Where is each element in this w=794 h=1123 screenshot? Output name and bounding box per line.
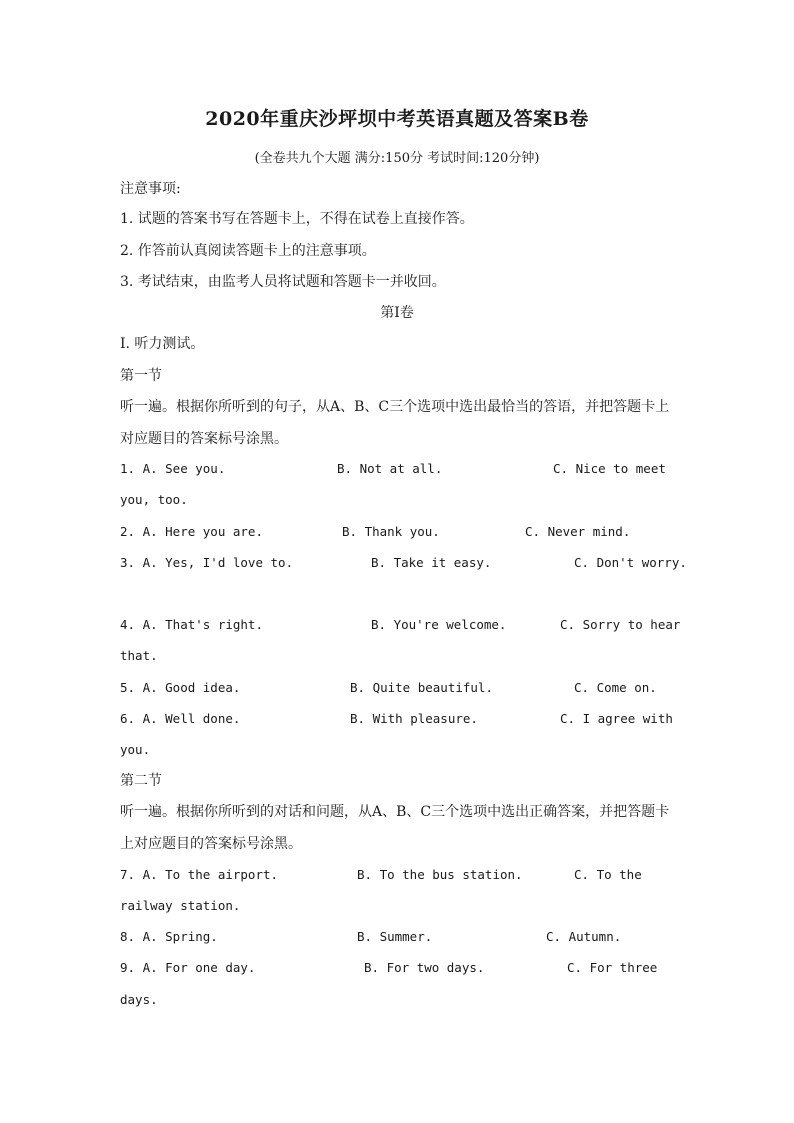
option-c: C. Nice to meet	[553, 461, 666, 476]
option-continuation: railway station.	[120, 898, 241, 913]
option-a: 7. A. To the airport.	[120, 867, 279, 882]
part-heading: I. 听力测试。	[120, 336, 205, 352]
note-item: 2. 作答前认真阅读答题卡上的注意事项。	[120, 243, 376, 259]
option-continuation: you.	[120, 742, 151, 757]
option-c: C. Sorry to hear	[560, 617, 681, 632]
note-item: 1. 试题的答案书写在答题卡上，不得在试卷上直接作答。	[120, 211, 474, 227]
volume-heading: 第Ⅰ卷	[380, 305, 414, 321]
option-a: 5. A. Good idea.	[120, 680, 241, 695]
option-a: 9. A. For one day.	[120, 960, 256, 975]
option-b: B. To the bus station.	[357, 867, 523, 882]
section-instruction: 听一遍。根据你所听到的对话和问题，从A、B、C三个选项中选出正确答案，并把答题卡	[120, 804, 670, 820]
section-instruction: 上对应题目的答案标号涂黑。	[120, 836, 302, 852]
section-instruction: 对应题目的答案标号涂黑。	[120, 431, 288, 447]
option-b: B. Summer.	[357, 929, 433, 944]
notes-heading: 注意事项:	[120, 181, 181, 197]
option-b: B. You're welcome.	[371, 617, 507, 632]
option-c: C. Autumn.	[546, 929, 622, 944]
option-a: 4. A. That's right.	[120, 617, 263, 632]
option-continuation: you, too.	[120, 492, 188, 507]
option-c: C. I agree with	[560, 711, 673, 726]
option-c: C. Don't worry.	[574, 555, 687, 570]
option-c: C. Never mind.	[525, 524, 631, 539]
option-b: B. With pleasure.	[350, 711, 478, 726]
section-instruction: 听一遍。根据你所听到的句子，从A、B、C三个选项中选出最恰当的答语，并把答题卡上	[120, 399, 670, 415]
option-b: B. Thank you.	[342, 524, 440, 539]
option-a: 2. A. Here you are.	[120, 524, 263, 539]
option-a: 1. A. See you.	[120, 461, 226, 476]
option-continuation: days.	[120, 992, 158, 1007]
option-b: B. Quite beautiful.	[350, 680, 493, 695]
option-a: 3. A. Yes, I'd love to.	[120, 555, 294, 570]
option-b: B. For two days.	[364, 960, 485, 975]
option-c: C. Come on.	[574, 680, 657, 695]
option-c: C. To the	[574, 867, 642, 882]
section-heading: 第二节	[120, 773, 162, 789]
exam-info: (全卷共九个大题 满分:150分 考试时间:120分钟)	[254, 151, 540, 166]
option-a: 6. A. Well done.	[120, 711, 241, 726]
option-a: 8. A. Spring.	[120, 929, 218, 944]
option-b: B. Not at all.	[337, 461, 443, 476]
option-continuation: that.	[120, 648, 158, 663]
page-title: 2020年重庆沙坪坝中考英语真题及答案B卷	[205, 108, 589, 130]
note-item: 3. 考试结束，由监考人员将试题和答题卡一并收回。	[120, 274, 446, 290]
option-c: C. For three	[567, 960, 658, 975]
option-b: B. Take it easy.	[371, 555, 492, 570]
section-heading: 第一节	[120, 368, 162, 384]
